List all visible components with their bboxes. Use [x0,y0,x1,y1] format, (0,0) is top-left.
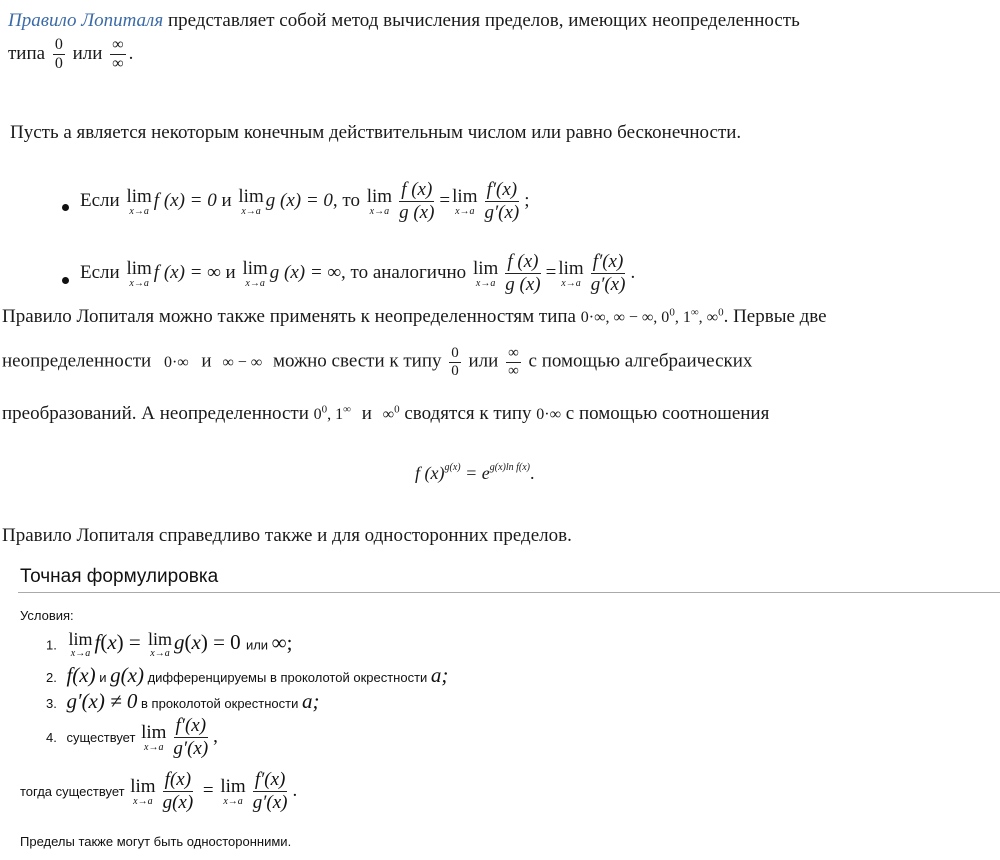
fraction-f-over-g [397,180,436,224]
period: . [530,463,535,483]
sup: 0 [718,306,724,319]
intro-or: или [72,42,103,64]
f-of-x: f (x) [415,463,445,483]
intro-type-label: типа [8,42,46,64]
form: 0 [313,406,322,423]
form-inf-minus-inf: ∞ − ∞ [222,353,263,371]
lim-word: lim [238,185,264,207]
form-zero-inf: 0·∞ [536,406,562,423]
frac-num: f′(x) [175,715,207,736]
limit [141,723,166,753]
fraction-inf-inf [110,36,125,73]
frac-num: f (x) [507,251,539,272]
limit [148,630,172,659]
bullet-icon [62,204,69,211]
bullet-icon [62,277,69,284]
lim-word: lim [126,257,152,279]
indeterminate-forms-line-3 [2,403,769,425]
para-text: преобразований. А неопределенности [2,403,309,424]
comma: , [213,726,218,748]
f-equals-zero: f (x) = 0 [153,190,217,212]
forms-list: 0·∞, ∞ − ∞, 0 [580,309,670,326]
lim-sub: x→a [475,277,496,289]
fraction-zero-zero [449,345,461,380]
limit [473,259,498,289]
lim-sub: x→a [369,205,390,217]
condition-item-4 [46,716,218,760]
equals-e: = e [465,463,490,483]
limit [238,187,263,217]
let-a-sentence: Пусть а является некоторым конечным действительным числом или равно бесконечности. [10,122,742,143]
lim-sub: x→a [245,277,265,289]
if-label: Если [80,262,120,284]
semicolon: ; [524,190,530,212]
f-of-x: f(x) [66,663,96,687]
sup: ∞ [343,403,351,416]
f-equals-inf: f (x) = ∞ [153,262,221,284]
frac-num: f′(x) [486,179,518,200]
then-exists-label: тогда существует [20,784,125,800]
frac-num: 0 [54,36,63,53]
lim-sub: x→a [129,205,149,217]
exists-label: существует [66,730,136,746]
lim-sub: x→a [70,648,91,659]
frac-den: g′(x) [484,201,520,223]
condition-item-2 [46,663,448,688]
limit [367,187,392,217]
frac-den: 0 [54,54,63,72]
frac-num: f (x) [401,179,433,200]
intro-line-1 [8,10,800,32]
frac-den: g(x) [162,791,194,813]
gprime-nonzero: g′(x) ≠ 0 [66,689,138,713]
fraction-inf-inf [506,345,521,380]
lhopital-link[interactable]: Правило Лопиталя [8,10,164,31]
intro-dot: . [128,42,134,64]
form: , ∞ [698,309,719,326]
intro-line-2 [8,36,133,73]
fraction-zero-zero [53,36,65,73]
fraction-fprime-over-gprime [482,180,521,224]
para-text: с помощью алгебраических [528,350,753,372]
frac-num: ∞ [508,345,519,361]
lim-sub: x→a [561,277,581,289]
form-zero-inf: 0·∞ [163,353,189,371]
g-equals-inf: g (x) = ∞ [269,262,342,284]
footer-note: Пределы также могут быть односторонними. [20,834,292,849]
sup: 0 [394,403,400,416]
lim-word: lim [472,257,499,279]
period: . [292,780,298,802]
lim-word: lim [452,185,478,207]
conditions-label: Условия: [20,608,74,623]
item-number: 2. [46,670,57,685]
frac-den: ∞ [112,54,124,72]
intro-text: представляет собой метод вычисления пределов, имеющих неопределенность [163,10,800,31]
frac-num: f′(x) [592,251,624,272]
conclusion [20,770,297,814]
lim-word: lim [242,257,268,279]
then-label: , то [332,190,360,212]
lim-word: lim [68,629,93,649]
lim-sub: x→a [144,741,164,753]
g-equals-zero: g (x) = 0 [265,190,333,212]
limit [126,187,151,217]
if-label: Если [80,190,120,212]
lim-sub: x→a [133,795,153,807]
frac-den: g′(x) [252,791,288,813]
form: , 1 [674,309,691,326]
form: ∞ [382,406,395,423]
lim-sub: x→a [455,205,475,217]
a-symbol: a; [302,689,320,713]
differentiable-text: дифференцируемы в проколотой окрестности [147,670,428,685]
one-sided-sentence: Правило Лопиталя справедливо также и для односторонних пределов. [2,525,572,546]
indeterminate-forms-line-2 [2,345,752,380]
lim-word: lim [148,629,173,649]
item-number: 3. [46,696,57,711]
exponent-identity [415,462,535,484]
item-number: 1. [46,637,57,653]
period: . [630,262,636,284]
then-label: , то аналогично [341,262,467,284]
inf-symbol: ∞; [271,630,293,655]
para-text: с помощью соотношения [565,403,770,424]
neighborhood-text: в проколотой окрестности [141,696,299,711]
indeterminate-forms-line-1 [2,306,827,328]
sup: ∞ [690,306,699,319]
sup: 0 [669,306,675,319]
condition-zero-zero [80,180,530,224]
lim-word: lim [126,185,152,207]
sup: 0 [321,403,328,416]
lim-word: lim [141,721,167,743]
para-text: сводятся к типу [404,403,532,424]
lim-word: lim [558,257,584,279]
fraction-f-over-g [503,252,542,296]
exponent: g(x) [444,462,461,473]
limit [126,259,151,289]
limit [452,187,477,217]
fraction-fprime-over-gprime [171,716,210,760]
frac-den: g′(x) [590,273,626,295]
lim-word: lim [366,185,393,207]
frac-den: g (x) [399,201,435,223]
condition-inf-inf [80,252,635,296]
frac-den: g (x) [505,273,541,295]
lim-sub: x→a [241,205,261,217]
frac-den: g′(x) [173,737,209,759]
and-label: и [225,262,236,284]
section-divider [18,592,1000,593]
form: , 1 [327,406,344,423]
and-label: и [361,403,372,424]
lim-sub: x→a [129,277,149,289]
condition-item-3 [46,689,320,714]
or-label: или [468,350,499,372]
a-symbol: a; [430,663,449,687]
and-label: и [99,670,107,685]
item-number: 4. [46,730,57,746]
lim-sub: x→a [223,795,243,807]
para-text: можно свести к типу [272,350,442,372]
fraction-fprime-over-gprime [251,770,290,814]
limit [220,777,245,807]
equals: = [202,780,214,802]
equals: = [439,190,451,212]
frac-den: 0 [451,362,459,379]
limit [242,259,267,289]
lim-word: lim [130,775,156,797]
frac-num: ∞ [112,36,124,53]
limit [558,259,583,289]
para-text: Правило Лопиталя можно также применять к неопределенностям типа [2,306,576,327]
frac-num: f′(x) [254,769,286,790]
or-label: или [245,637,269,653]
equals: = [545,262,557,284]
section-title: Точная формулировка [20,566,219,587]
condition-item-1: 1. lim x→a f(x) = lim x→a g(x) = 0 или ∞; [46,629,293,659]
para-text: . Первые две [723,306,827,327]
g-of-x: g(x) [110,663,144,687]
lim-sub: x→a [150,648,170,659]
limit [130,777,155,807]
frac-den: ∞ [508,362,519,379]
para-text: неопределенности [2,350,152,372]
frac-num: 0 [451,345,459,361]
and-label: и [201,350,212,372]
fraction-f-over-g [161,770,196,814]
frac-num: f(x) [164,769,192,790]
lim-word: lim [220,775,246,797]
exponent: g(x)ln f(x) [489,462,530,473]
limit [68,630,92,659]
fraction-fprime-over-gprime [589,252,628,296]
and-label: и [221,190,232,212]
